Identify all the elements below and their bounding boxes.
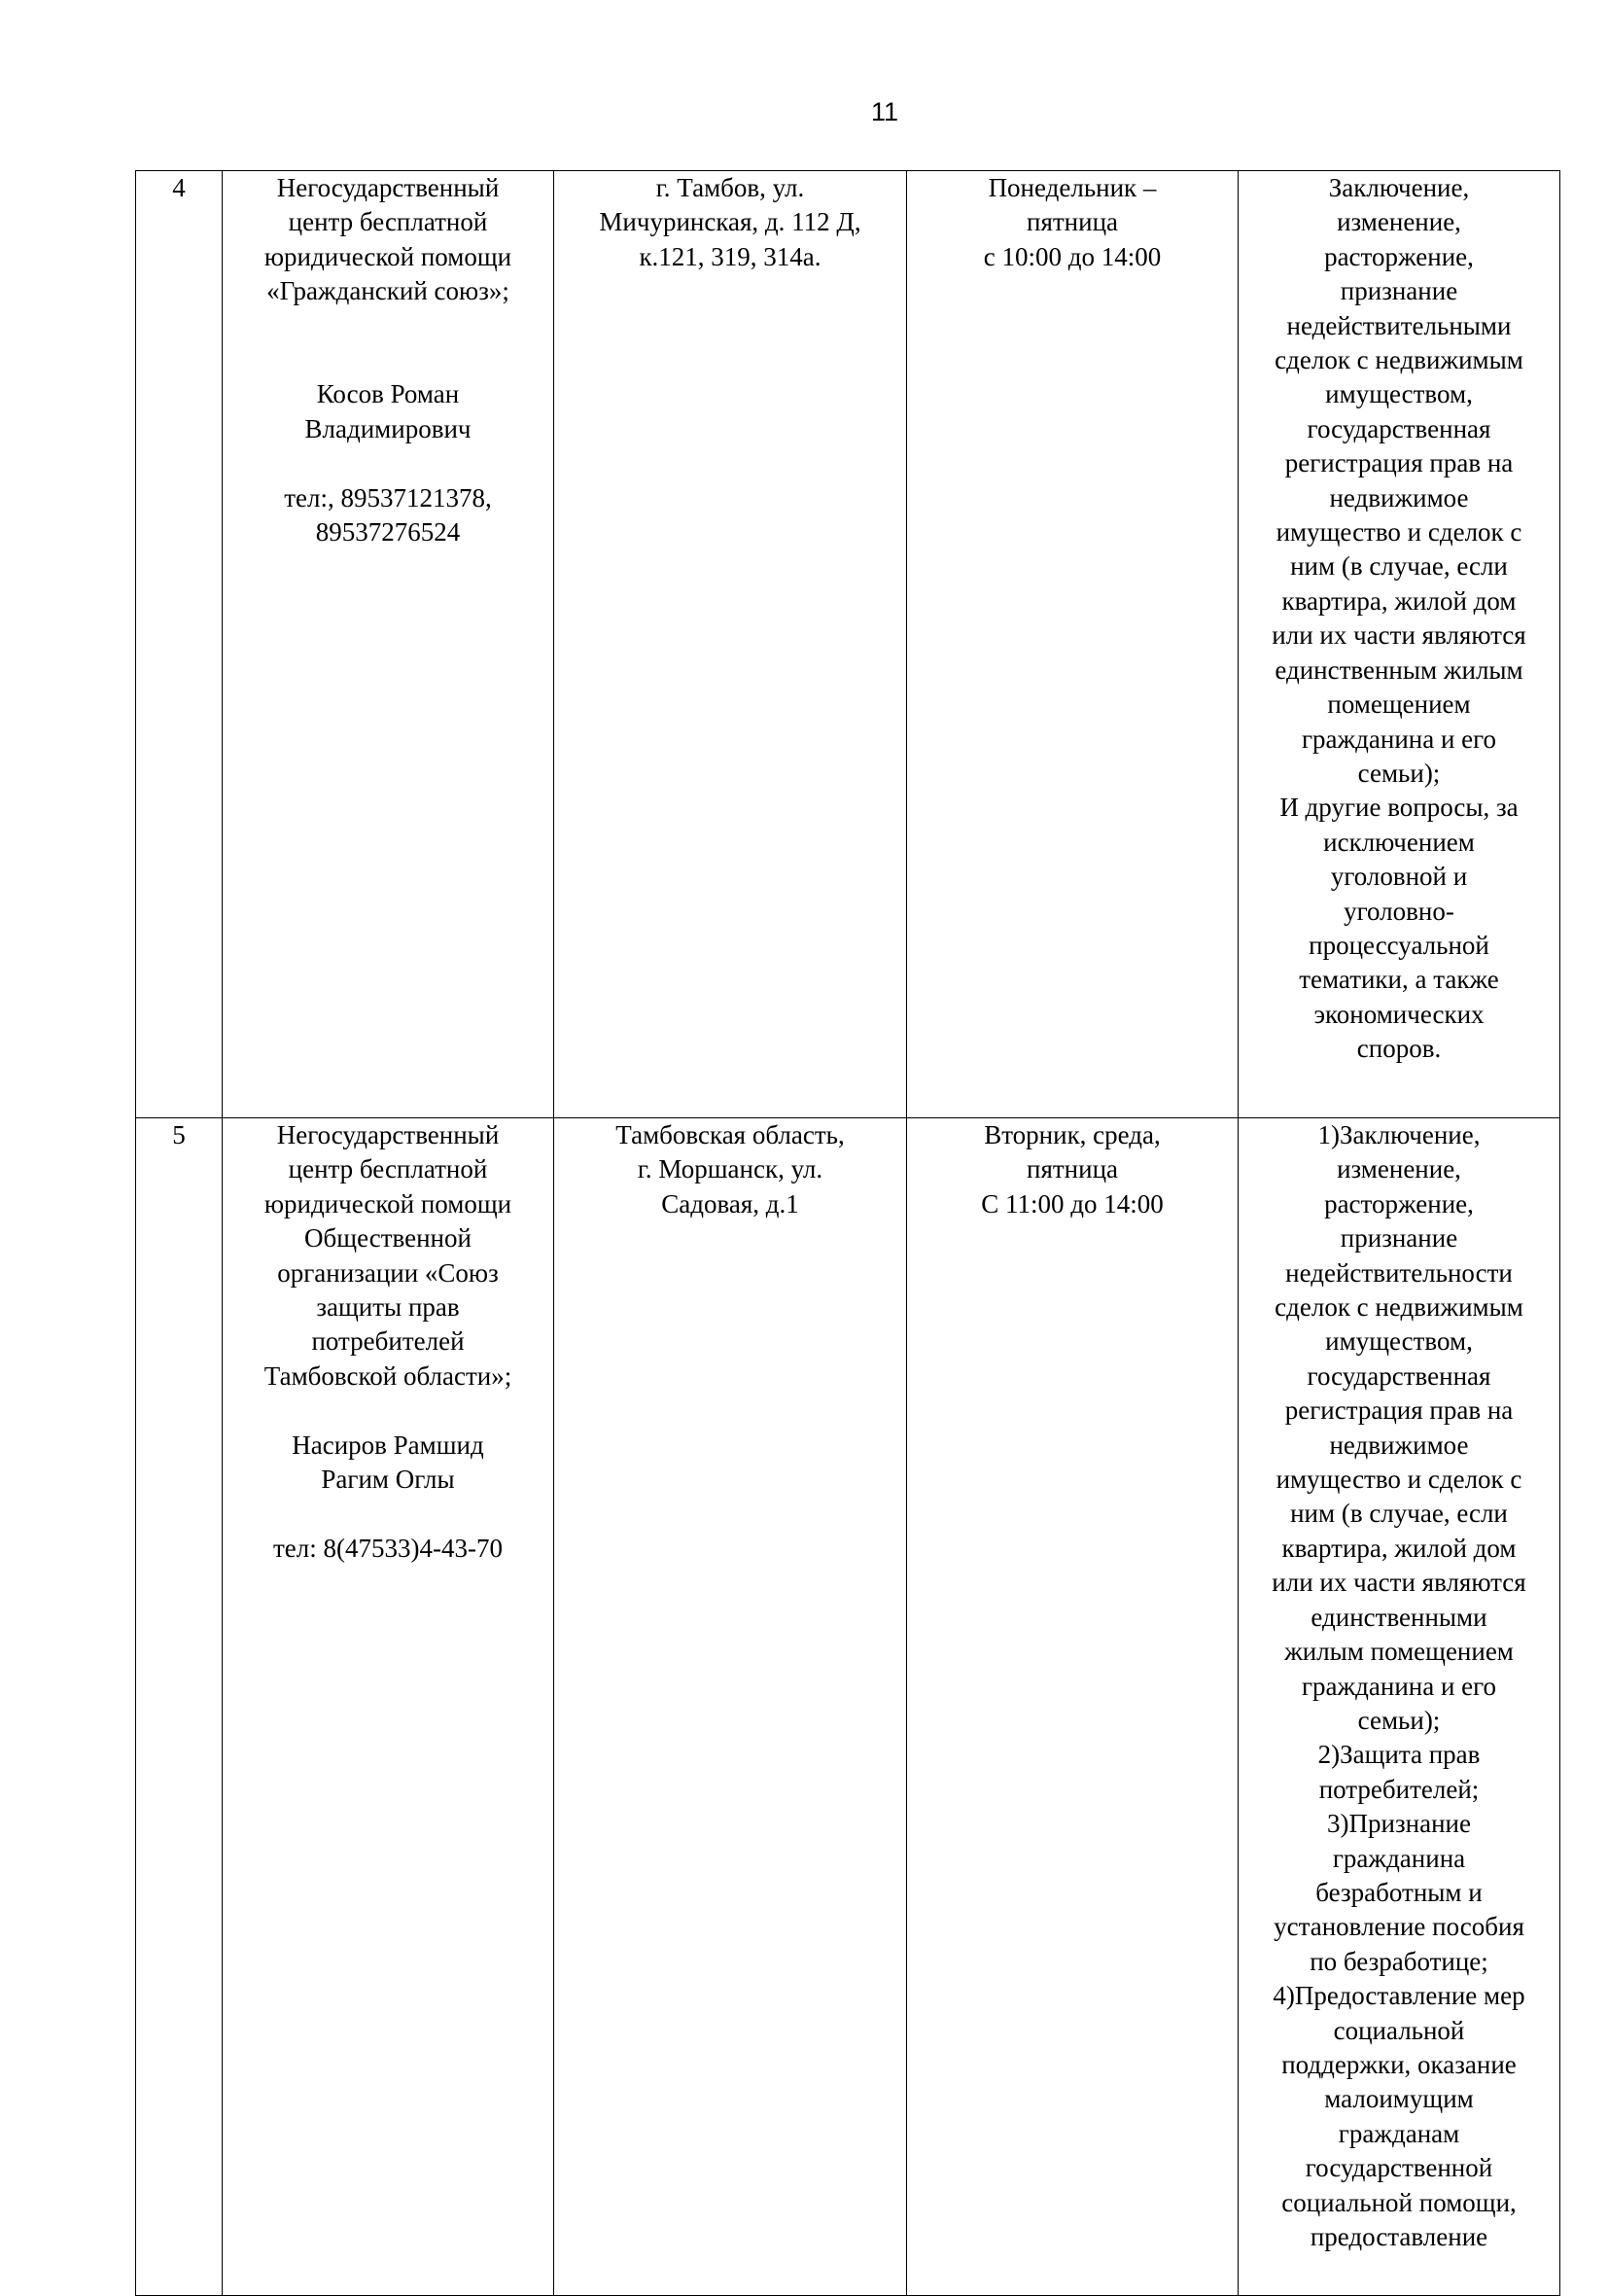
organization-cell xyxy=(223,1118,554,2296)
topic-line: социальной xyxy=(1333,2015,1465,2045)
organization-name-line: потребителей xyxy=(311,1326,465,1357)
topic-line: семьи); xyxy=(1357,1705,1441,1735)
organization-name-line: юридической помощи xyxy=(263,241,512,271)
topic-line: гражданина и его xyxy=(1301,1671,1497,1701)
contact-person-line: Косов Роман xyxy=(316,379,460,409)
topic-line: имуществом, xyxy=(1325,1326,1473,1357)
topic-line: по безработице; xyxy=(1310,1946,1488,1976)
topic-line: квартира, жилой дом xyxy=(1281,1533,1517,1563)
topic-line: экономических xyxy=(1313,999,1485,1029)
topic-line: И другие вопросы, за xyxy=(1279,793,1519,823)
address-line: г. Тамбов, ул. xyxy=(655,173,805,202)
organization-name-line: «Гражданский союз»; xyxy=(266,276,509,306)
table-row xyxy=(136,171,1560,1118)
phone-line: тел:, 89537121378, xyxy=(284,482,492,512)
topic-line: ним (в случае, если xyxy=(1290,551,1508,582)
topic-line: помещением xyxy=(1327,689,1471,720)
topic-line: тематики, а также xyxy=(1299,965,1499,995)
topic-line: изменение, xyxy=(1337,207,1461,237)
address-line: Тамбовская область, xyxy=(615,1120,845,1149)
address-line: г. Моршанск, ул. xyxy=(637,1154,823,1184)
organization-name-line: Тамбовской области»; xyxy=(263,1360,512,1391)
organization-name-line: Негосударственный xyxy=(276,173,500,202)
organization-name-line: Общественной xyxy=(304,1223,472,1254)
organization-name-line: центр бесплатной xyxy=(288,207,488,237)
topic-line: или их части являются xyxy=(1272,1568,1526,1598)
schedule-line: С 11:00 до 14:00 xyxy=(981,1188,1164,1219)
topics-cell xyxy=(1239,171,1560,1118)
topic-line: предоставление xyxy=(1310,2222,1488,2251)
topic-line: недействительности xyxy=(1285,1257,1513,1288)
topic-line: государственная xyxy=(1307,1360,1491,1391)
row-number-cell xyxy=(136,1118,223,2296)
contact-person-line: Владимирович xyxy=(304,413,472,443)
contact-person-line: Насиров Рамшид xyxy=(292,1430,484,1460)
organization-name-line: центр бесплатной xyxy=(288,1154,488,1184)
topic-line: гражданам xyxy=(1338,2118,1460,2148)
topic-line: потребителей; xyxy=(1318,1774,1480,1804)
topic-line: признание xyxy=(1340,276,1458,306)
legal-aid-table xyxy=(135,170,1560,2296)
schedule-cell xyxy=(907,171,1239,1118)
topic-line: недействительными xyxy=(1286,310,1512,340)
topic-line: имущество и сделок с xyxy=(1276,1465,1522,1495)
row-number-cell xyxy=(136,171,223,1118)
topic-line: имущество и сделок с xyxy=(1276,517,1522,548)
topic-line: ним (в случае, если xyxy=(1290,1499,1508,1529)
spacer xyxy=(223,1394,553,1428)
organization-name-line: защиты прав xyxy=(316,1292,460,1323)
topic-line: малоимущим xyxy=(1324,2084,1474,2114)
topic-line: безработным и xyxy=(1315,1877,1483,1907)
topic-line: квартира, жилой дом xyxy=(1281,585,1517,616)
spacer xyxy=(223,309,553,378)
schedule-line: пятница xyxy=(1027,1154,1118,1184)
schedule-cell xyxy=(907,1118,1239,2296)
table-body xyxy=(136,171,1560,2296)
topic-line: поддержки, оказание xyxy=(1281,2049,1517,2079)
topic-line: исключением xyxy=(1323,827,1475,857)
address-line: Мичуринская, д. 112 Д, xyxy=(599,207,861,237)
topic-line: расторжение, xyxy=(1324,241,1474,271)
topic-line: расторжение, xyxy=(1324,1188,1474,1219)
topic-line: сделок с недвижимым xyxy=(1275,1292,1523,1323)
topic-line: государственная xyxy=(1307,413,1491,443)
topic-line: установление пособия xyxy=(1274,1912,1524,1942)
topic-line: гражданина xyxy=(1332,1843,1466,1873)
topic-line: недвижимое xyxy=(1329,482,1469,512)
topic-line: признание xyxy=(1340,1223,1458,1254)
topic-line: изменение, xyxy=(1337,1154,1461,1184)
address-cell xyxy=(554,1118,907,2296)
organization-name-line: юридической помощи xyxy=(263,1188,512,1219)
organization-name-line: Негосударственный xyxy=(276,1120,500,1149)
row-number: 4 xyxy=(172,173,186,202)
address-line: Садовая, д.1 xyxy=(661,1188,799,1219)
topic-line: социальной помощи, xyxy=(1281,2187,1517,2217)
contact-person-line: Рагим Оглы xyxy=(321,1465,455,1495)
organization-cell xyxy=(223,171,554,1118)
schedule-line: с 10:00 до 14:00 xyxy=(983,241,1162,271)
topic-line: имуществом, xyxy=(1325,379,1473,409)
topic-line: государственной xyxy=(1305,2153,1493,2183)
topic-line: уголовно- xyxy=(1344,896,1454,926)
topic-line: сделок с недвижимым xyxy=(1275,345,1523,375)
topic-line: или их части являются xyxy=(1272,620,1526,651)
topic-line: регистрация прав на xyxy=(1284,448,1514,478)
address-line: к.121, 319, 314а. xyxy=(639,241,821,271)
topic-line: 4)Предоставление мер xyxy=(1273,1981,1525,2011)
schedule-line: Понедельник – xyxy=(988,173,1157,202)
row-number: 5 xyxy=(172,1120,186,1149)
topic-line: 2)Защита прав xyxy=(1317,1740,1481,1770)
schedule-line: Вторник, среда, xyxy=(984,1120,1161,1149)
topic-line: жилым помещением xyxy=(1284,1637,1514,1667)
topic-line: 1)Заключение, xyxy=(1317,1120,1481,1149)
topic-line: Заключение, xyxy=(1328,173,1470,202)
phone-line: 89537276524 xyxy=(315,517,461,548)
topic-line: регистрация прав на xyxy=(1284,1395,1514,1426)
topic-line: недвижимое xyxy=(1329,1430,1469,1460)
topic-line: споров. xyxy=(1356,1034,1442,1064)
organization-name-line: организации «Союз xyxy=(277,1257,499,1288)
table-row xyxy=(136,1118,1560,2296)
page-number: 11 xyxy=(870,97,899,126)
topic-line: семьи); xyxy=(1357,758,1441,788)
topic-line: единственным жилым xyxy=(1275,654,1523,685)
topic-line: уголовной и xyxy=(1330,862,1468,892)
topic-line: гражданина и его xyxy=(1301,724,1497,754)
topic-line: процессуальной xyxy=(1309,930,1489,960)
spacer xyxy=(223,1497,553,1531)
phone-line: тел: 8(47533)4-43-70 xyxy=(273,1533,503,1563)
topics-cell xyxy=(1239,1118,1560,2296)
spacer xyxy=(223,446,553,480)
address-cell xyxy=(554,171,907,1118)
topic-line: единственными xyxy=(1311,1602,1487,1632)
schedule-line: пятница xyxy=(1027,207,1118,237)
topic-line: 3)Признание xyxy=(1327,1809,1471,1839)
